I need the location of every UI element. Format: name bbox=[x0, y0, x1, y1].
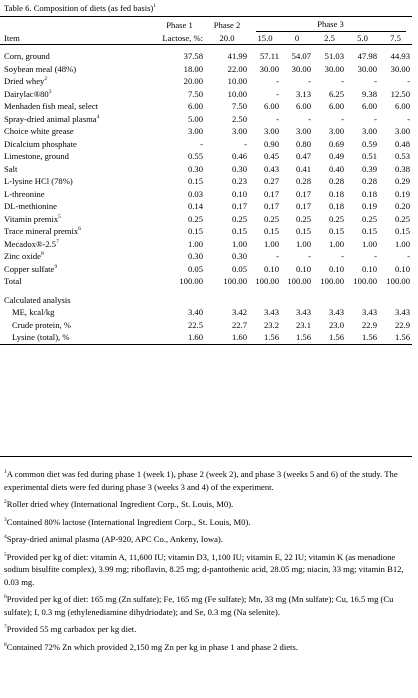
value-cell: 44.93 bbox=[390, 51, 411, 61]
value-cell: 41.99 bbox=[227, 51, 247, 61]
value-cell: 0.25 bbox=[295, 213, 311, 224]
ingredient-name: Corn, ground bbox=[4, 51, 50, 61]
table-row bbox=[0, 275, 412, 288]
value-cell: 0.17 bbox=[295, 188, 311, 199]
value-cell: 3.43 bbox=[328, 307, 344, 317]
value-cell: - bbox=[276, 76, 279, 86]
value-cell: 6.00 bbox=[394, 101, 411, 111]
value-cell: 0.27 bbox=[263, 176, 279, 186]
footnote-number: 4 bbox=[4, 534, 7, 541]
table-caption bbox=[4, 3, 156, 13]
footnotes bbox=[4, 468, 408, 658]
table-row bbox=[0, 188, 412, 201]
value-cell: 0.05 bbox=[231, 263, 247, 274]
analysis-section bbox=[0, 288, 412, 307]
value-cell: 0.53 bbox=[394, 151, 411, 161]
value-cell: - bbox=[276, 251, 279, 261]
value-cell: 0.17 bbox=[231, 201, 247, 211]
value-cell: 1.60 bbox=[187, 332, 203, 342]
ingredient-cell bbox=[0, 188, 154, 201]
value-cell: 3.43 bbox=[394, 307, 411, 317]
value-cell: 0.10 bbox=[361, 263, 377, 274]
value-cell: 3.42 bbox=[231, 307, 247, 317]
value-cell: 22.5 bbox=[187, 319, 203, 330]
value-cell: 0.25 bbox=[394, 213, 411, 224]
value-cell: 0.25 bbox=[361, 213, 377, 224]
value-cell: 3.43 bbox=[263, 307, 279, 317]
table-row bbox=[0, 213, 412, 226]
footnote-number: 3 bbox=[4, 516, 7, 523]
value-cell: 12.50 bbox=[390, 88, 411, 99]
value-cell: 1.56 bbox=[295, 332, 311, 342]
value-cell: 100.00 bbox=[386, 276, 411, 286]
value-cell: 30.00 bbox=[324, 63, 344, 74]
ingredient-name: Dried whey bbox=[4, 76, 45, 86]
value-cell: 0.39 bbox=[361, 163, 377, 174]
bottom-rule bbox=[0, 456, 412, 457]
table-title: Table 6. Composition of diets (as fed basis) bbox=[4, 3, 154, 13]
value-cell: 6.00 bbox=[361, 101, 377, 111]
table-row bbox=[0, 100, 412, 113]
value-cell: 0.45 bbox=[263, 151, 279, 161]
value-cell: - bbox=[308, 113, 311, 124]
footnote-ref: 6 bbox=[78, 226, 81, 233]
value-cell: 0.59 bbox=[361, 138, 377, 149]
value-cell: 3.40 bbox=[187, 307, 203, 317]
ingredient-cell bbox=[0, 250, 154, 263]
table-row bbox=[0, 88, 412, 101]
value-cell: 100.00 bbox=[353, 276, 377, 286]
ingredient-name: Choice white grease bbox=[4, 126, 74, 136]
value-cell: 47.98 bbox=[357, 51, 377, 61]
value-cell: - bbox=[200, 138, 203, 149]
footnote-ref: 7 bbox=[56, 238, 59, 245]
table-row bbox=[0, 225, 412, 238]
footnote-text: Contained 72% Zn which provided 2,150 mg Zn per kg in phase 1 and phase 2 diets. bbox=[6, 641, 298, 652]
value-cell: - bbox=[407, 251, 411, 261]
footnote-number: 5 bbox=[4, 551, 7, 558]
value-cell: - bbox=[276, 88, 279, 99]
value-cell: 0.48 bbox=[394, 138, 411, 149]
value-cell: - bbox=[341, 76, 344, 86]
ingredient-name: Dicalcium phosphate bbox=[4, 138, 77, 149]
footnote-text: Contained 80% lactose (International Ingredient Corp., St. Louis, M0). bbox=[6, 516, 251, 527]
value-cell: 0.30 bbox=[231, 163, 247, 174]
footnote-ref: 8 bbox=[41, 251, 44, 258]
value-cell: 22.9 bbox=[361, 319, 377, 330]
ingredient-cell bbox=[0, 113, 154, 126]
value-cell: 6.00 bbox=[263, 101, 279, 111]
value-cell: - bbox=[374, 251, 377, 261]
value-cell: 0.25 bbox=[328, 213, 344, 224]
ingredient-name: Limestone, ground bbox=[4, 151, 69, 161]
value-cell: - bbox=[244, 138, 247, 149]
value-cell: 22.9 bbox=[394, 319, 411, 330]
value-cell: 3.13 bbox=[295, 88, 311, 99]
lactose-value: 5.0 bbox=[357, 32, 368, 43]
ingredient-cell bbox=[0, 63, 154, 76]
value-cell: 0.25 bbox=[231, 213, 247, 224]
ingredient-cell bbox=[0, 275, 154, 288]
phase1-header: Phase 1 bbox=[166, 19, 193, 30]
ingredient-name: Copper sulfate bbox=[4, 263, 55, 274]
value-cell: - bbox=[341, 113, 344, 124]
footnote bbox=[4, 593, 408, 618]
analysis-heading-row bbox=[0, 294, 412, 307]
footnote-text: A common diet was fed during phase 1 (week 1), phase 2 (week 2), and phase 3 (weeks 5 and 6) of the study. The experimental diets were fed during phase 3 (weeks 3 and 4) of the experiment. bbox=[4, 469, 398, 492]
footnote-number: 6 bbox=[4, 594, 7, 601]
ingredient-cell bbox=[0, 88, 154, 101]
value-cell: 1.00 bbox=[231, 238, 247, 249]
value-cell: 0.10 bbox=[263, 263, 279, 274]
value-cell: 0.90 bbox=[263, 138, 279, 149]
footnote-ref: 3 bbox=[48, 88, 52, 95]
value-cell: 23.1 bbox=[295, 319, 311, 330]
value-cell: - bbox=[407, 76, 411, 86]
table-row bbox=[0, 75, 412, 88]
value-cell: - bbox=[308, 251, 311, 261]
value-cell: 0.19 bbox=[394, 188, 411, 199]
value-cell: 54.07 bbox=[291, 51, 311, 61]
table-row bbox=[0, 63, 412, 76]
footnote-number: 2 bbox=[4, 499, 7, 506]
value-cell: 10.00 bbox=[227, 88, 247, 99]
value-cell: 30.00 bbox=[259, 63, 279, 74]
value-cell: 7.50 bbox=[231, 101, 247, 111]
ingredient-name: Total bbox=[4, 276, 22, 286]
footnote-ref: 5 bbox=[58, 213, 61, 220]
value-cell: 3.00 bbox=[187, 126, 203, 136]
value-cell: 3.00 bbox=[394, 126, 411, 136]
value-cell: 0.18 bbox=[361, 188, 377, 199]
value-cell: 0.10 bbox=[394, 263, 411, 274]
value-cell: 23.2 bbox=[263, 319, 279, 330]
value-cell: 100.00 bbox=[287, 276, 311, 286]
value-cell: 0.46 bbox=[231, 151, 247, 161]
value-cell: 18.00 bbox=[183, 63, 203, 74]
value-cell: 1.00 bbox=[328, 238, 344, 249]
value-cell: 0.17 bbox=[295, 201, 311, 211]
value-cell: 0.25 bbox=[263, 213, 279, 224]
value-cell: 0.14 bbox=[187, 201, 203, 211]
ingredient-name: Soybean meal (48%) bbox=[4, 63, 77, 74]
footnote bbox=[4, 623, 408, 636]
ingredient-name: Menhaden fish meal, select bbox=[4, 101, 99, 111]
value-cell: 0.28 bbox=[361, 176, 377, 186]
item-header: Item bbox=[4, 32, 20, 43]
value-cell: 1.00 bbox=[394, 238, 411, 249]
value-cell: 0.19 bbox=[361, 201, 377, 211]
footnote-text: Roller dried whey (International Ingredient Corp., St. Louis, M0). bbox=[6, 499, 234, 509]
value-cell: 0.51 bbox=[361, 151, 377, 161]
value-cell: 0.28 bbox=[295, 176, 311, 186]
table-row bbox=[0, 238, 412, 251]
table-row bbox=[0, 200, 412, 213]
ingredient-cell bbox=[0, 100, 154, 113]
value-cell: - bbox=[341, 251, 344, 261]
value-cell: 0.15 bbox=[187, 226, 203, 236]
footnote bbox=[4, 468, 408, 493]
ingredient-name: Trace mineral premix bbox=[4, 226, 79, 236]
ingredient-name: Vitamin premix bbox=[4, 213, 59, 224]
value-cell: 1.00 bbox=[361, 238, 377, 249]
value-cell: 0.03 bbox=[187, 188, 203, 199]
analysis-rows bbox=[0, 306, 412, 344]
ingredient-name: L-lysine HCl (78%) bbox=[4, 176, 73, 186]
value-cell: 3.00 bbox=[231, 126, 247, 136]
value-cell: 10.00 bbox=[227, 76, 247, 86]
analysis-label: Lysine (total), % bbox=[12, 332, 70, 342]
value-cell: 0.30 bbox=[187, 163, 203, 174]
analysis-label: ME, kcal/kg bbox=[12, 307, 55, 317]
phase-header-row bbox=[0, 18, 412, 32]
value-cell: 23.0 bbox=[328, 319, 344, 330]
footnote bbox=[4, 498, 408, 511]
ingredient-cell bbox=[0, 75, 154, 88]
ingredient-cell bbox=[0, 213, 154, 226]
ingredient-name: Mecadox®-2.5 bbox=[4, 238, 57, 249]
lactose-value: 15.0 bbox=[257, 32, 273, 43]
footnote-number: 7 bbox=[4, 624, 7, 631]
value-cell: 0.15 bbox=[394, 226, 411, 236]
value-cell: 0.20 bbox=[394, 201, 411, 211]
value-cell: - bbox=[374, 113, 377, 124]
ingredient-cell bbox=[0, 150, 154, 163]
value-cell: 0.69 bbox=[328, 138, 344, 149]
value-cell: 0.55 bbox=[187, 151, 203, 161]
value-cell: 0.10 bbox=[295, 263, 311, 274]
ingredient-name: Dairylac®80 bbox=[4, 88, 49, 99]
ingredient-cell bbox=[0, 125, 154, 138]
lactose-value: 0 bbox=[294, 32, 300, 43]
value-cell: 0.28 bbox=[328, 176, 344, 186]
value-cell: 0.30 bbox=[231, 251, 247, 261]
ingredient-cell bbox=[0, 263, 154, 276]
value-cell: 100.00 bbox=[223, 276, 247, 286]
value-cell: 100.00 bbox=[179, 276, 203, 286]
value-cell: 0.15 bbox=[263, 226, 279, 236]
ingredient-name: Zinc oxide bbox=[4, 251, 41, 261]
footnote-text: Provided 55 mg carbadox per kg diet. bbox=[6, 624, 137, 634]
footnote-ref: 2 bbox=[44, 76, 48, 83]
table-row bbox=[0, 163, 412, 176]
value-cell: 0.29 bbox=[394, 176, 411, 186]
table-row bbox=[0, 175, 412, 188]
value-cell: 100.00 bbox=[255, 276, 279, 286]
value-cell: 0.10 bbox=[231, 188, 247, 199]
value-cell: 3.00 bbox=[361, 126, 377, 136]
footnote-number: 8 bbox=[4, 641, 7, 648]
ingredient-cell bbox=[0, 138, 154, 151]
analysis-label: Crude protein, % bbox=[12, 319, 71, 330]
ingredient-name: L-threonine bbox=[4, 188, 45, 199]
value-cell: 3.00 bbox=[328, 126, 344, 136]
lactose-label: Lactose, %: bbox=[162, 32, 203, 43]
value-cell: 0.30 bbox=[187, 251, 203, 261]
value-cell: - bbox=[374, 76, 377, 86]
value-cell: 6.25 bbox=[328, 88, 344, 99]
analysis-heading: Calculated analysis bbox=[4, 294, 71, 305]
value-cell: - bbox=[276, 113, 279, 124]
ingredient-cell bbox=[0, 238, 154, 251]
ingredient-cell bbox=[0, 163, 154, 176]
value-cell: 22.7 bbox=[231, 319, 247, 330]
value-cell: - bbox=[308, 76, 311, 86]
value-cell: 7.50 bbox=[187, 88, 203, 99]
value-cell: 5.00 bbox=[187, 113, 203, 124]
value-cell: 3.00 bbox=[295, 126, 311, 136]
value-cell: 0.23 bbox=[231, 176, 247, 186]
value-cell: 1.00 bbox=[187, 238, 203, 249]
value-cell: 0.80 bbox=[295, 138, 311, 149]
value-cell: 2.50 bbox=[231, 113, 247, 124]
value-cell: 0.17 bbox=[263, 201, 279, 211]
footnote-text: Provided per kg of diet: 165 mg (Zn sulfate); Fe, 165 mg (Fe sulfate); Mn, 33 mg (Mn sulfate); Cu, 16.5 mg (Cu sulfate); I, 0.3 mg (ethylenediamine dihydriodate); and Se, 0.3 mg (Na selenite). bbox=[4, 594, 394, 617]
table-row bbox=[0, 138, 412, 151]
value-cell: 0.18 bbox=[328, 188, 344, 199]
value-cell: 0.25 bbox=[187, 213, 203, 224]
value-cell: 1.00 bbox=[295, 238, 311, 249]
value-cell: 0.10 bbox=[328, 263, 344, 274]
value-cell: 0.15 bbox=[231, 226, 247, 236]
value-cell: 0.43 bbox=[263, 163, 279, 174]
value-cell: 1.56 bbox=[328, 332, 344, 342]
value-cell: 6.00 bbox=[328, 101, 344, 111]
value-cell: 0.15 bbox=[328, 226, 344, 236]
footnote-ref: 4 bbox=[96, 113, 100, 120]
table-row bbox=[0, 150, 412, 163]
value-cell: 0.47 bbox=[295, 151, 311, 161]
footnote bbox=[4, 551, 408, 589]
table-row bbox=[0, 50, 412, 63]
value-cell: 30.00 bbox=[357, 63, 377, 74]
value-cell: 20.00 bbox=[183, 76, 203, 86]
ingredient-cell bbox=[0, 175, 154, 188]
ingredient-cell bbox=[0, 225, 154, 238]
footnote-number: 1 bbox=[4, 469, 7, 476]
footnote bbox=[4, 516, 408, 529]
analysis-row bbox=[0, 306, 412, 319]
value-cell: 3.43 bbox=[295, 307, 311, 317]
analysis-row bbox=[0, 331, 412, 344]
footnote bbox=[4, 641, 408, 654]
value-cell: - bbox=[407, 113, 411, 124]
value-cell: 9.38 bbox=[361, 88, 377, 99]
value-cell: 57.11 bbox=[259, 51, 279, 61]
value-cell: 1.56 bbox=[361, 332, 377, 342]
ingredient-name: Spray-dried animal plasma bbox=[4, 113, 97, 124]
value-cell: 0.38 bbox=[394, 163, 411, 174]
ingredient-rows bbox=[0, 50, 412, 288]
lactose-value: 7.5 bbox=[390, 32, 401, 43]
ingredient-cell bbox=[0, 50, 154, 63]
title-footnote-ref: 1 bbox=[153, 3, 157, 10]
ingredient-cell bbox=[0, 200, 154, 213]
value-cell: 0.40 bbox=[328, 163, 344, 174]
analysis-row bbox=[0, 319, 412, 332]
lactose-value: 2.5 bbox=[324, 32, 335, 43]
diet-composition-table bbox=[0, 18, 412, 344]
ingredient-name: DL-methionine bbox=[4, 201, 57, 211]
total-rule bbox=[0, 344, 412, 345]
value-cell: 6.00 bbox=[295, 101, 311, 111]
value-cell: 0.41 bbox=[295, 163, 311, 174]
value-cell: 0.17 bbox=[263, 188, 279, 199]
table-row bbox=[0, 263, 412, 276]
value-cell: 3.43 bbox=[361, 307, 377, 317]
footnote bbox=[4, 533, 408, 546]
value-cell: 0.15 bbox=[187, 176, 203, 186]
phase3-header: Phase 3 bbox=[256, 18, 406, 32]
table-row bbox=[0, 125, 412, 138]
top-rule bbox=[0, 16, 412, 17]
footnote-text: Provided per kg of diet: vitamin A, 11,600 IU; vitamin D3, 1,100 IU; vitamin E, 22 IU; vitamin K (as menadione sodium bisulfite complex), 3.99 mg; riboflavin, 8.25 mg; d-pantothenic acid, 28.05 mg; niacin, 33 mg; vitamin B12, 0.03 mg. bbox=[4, 551, 404, 587]
ingredient-name: Salt bbox=[4, 163, 18, 174]
value-cell: 22.00 bbox=[227, 63, 247, 74]
table-row bbox=[0, 250, 412, 263]
value-cell: 1.60 bbox=[231, 332, 247, 342]
footnote-text: Spray-dried animal plasma (AP-920, APC Co., Ankeny, Iowa). bbox=[6, 534, 223, 544]
value-cell: 1.56 bbox=[263, 332, 279, 342]
value-cell: 0.18 bbox=[328, 201, 344, 211]
value-cell: 0.05 bbox=[187, 263, 203, 274]
footnote-ref: 9 bbox=[54, 263, 58, 270]
value-cell: 1.56 bbox=[394, 332, 411, 342]
value-cell: 30.00 bbox=[291, 63, 311, 74]
value-cell: 51.03 bbox=[324, 51, 344, 61]
lactose-value: 20.0 bbox=[219, 32, 235, 43]
table-row bbox=[0, 113, 412, 126]
value-cell: 0.15 bbox=[295, 226, 311, 236]
value-cell: 100.00 bbox=[320, 276, 344, 286]
value-cell: 0.15 bbox=[361, 226, 377, 236]
value-cell: 30.00 bbox=[390, 63, 411, 74]
value-cell: 6.00 bbox=[187, 101, 203, 111]
lactose-header-row bbox=[0, 32, 412, 45]
value-cell: 1.00 bbox=[263, 238, 279, 249]
value-cell: 37.58 bbox=[183, 51, 203, 61]
phase2-header: Phase 2 bbox=[213, 19, 241, 30]
value-cell: 3.00 bbox=[263, 126, 279, 136]
value-cell: 0.49 bbox=[328, 151, 344, 161]
